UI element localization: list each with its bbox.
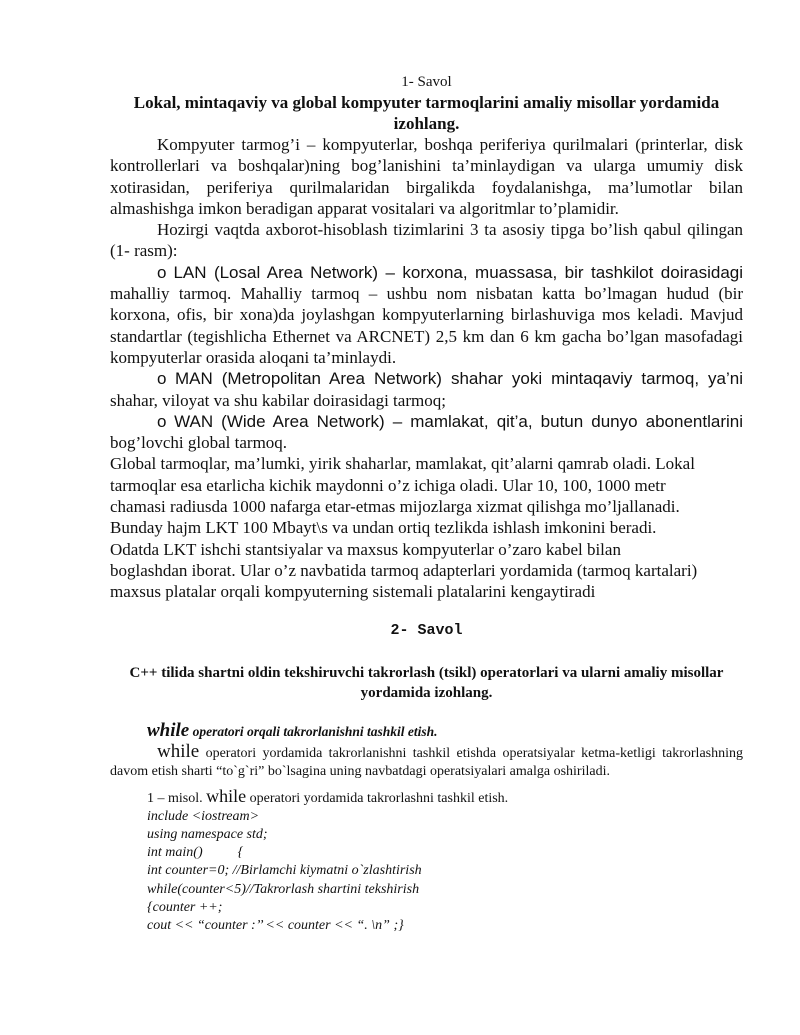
paragraph-global-local (110, 453, 743, 602)
code-line: include <iostream> (147, 808, 260, 824)
bullet-marker: o (157, 262, 167, 282)
text-line: Odatda LKT ishchi stantsiyalar va maxsus kompyuterlar o’zaro kabel bilan (110, 539, 621, 559)
text-line: maxsus platalar orqali kompyuterning sistemali platalarini kengaytiradi (110, 582, 596, 602)
bullet-marker: o (157, 369, 167, 389)
bullet-lan-lead: LAN (Losal Area Network) – korxona, muassasa, bir tashkilot doirasidagi (173, 262, 744, 282)
question-1-label: 1- Savol (401, 74, 452, 90)
code-listing (110, 808, 743, 936)
bullet-wan-text: bog’lovchi global tarmoq. (110, 433, 288, 453)
text-line: Global tarmoqlar, ma’lumki, yirik shaharlar, mamlakat, qit’alarni qamrab oladi. Lokal (110, 454, 695, 474)
bullet-marker: o (157, 411, 167, 431)
bullet-wan-lead: WAN (Wide Area Network) – mamlakat, qit’a, butun dunyo abonentlarini (174, 411, 743, 431)
bullet-man-lead: MAN (Metropolitan Area Network) shahar yoki mintaqaviy tarmoq, ya’ni (175, 369, 743, 389)
while-keyword: while (147, 719, 190, 741)
code-line: while(counter<5)//Takrorlash shartini tekshirish (147, 881, 420, 897)
question-2-label: 2- Savol (390, 621, 463, 639)
example-caption (110, 787, 743, 808)
code-line: cout << “counter :’’ << counter << “. \n” ;} (147, 918, 404, 934)
code-line: using namespace std; (147, 826, 268, 842)
document-content (110, 73, 743, 936)
paragraph-while-explanation (110, 740, 743, 781)
text-line: boglashdan iborat. Ular o’z navbatida tarmoq adapterlari yordamida (tarmoq kartalari) (110, 560, 698, 580)
text-line: chamasi radiusda 1000 nafarga etar-etmas mijozlarga xizmat qilishga mo’ljallanadi. (110, 497, 680, 517)
text-line: tarmoqlar esa etarlicha kichik maydonni o’z ichiga oladi. Ular 10, 100, 1000 metr (110, 475, 666, 495)
code-line: {counter ++; (147, 900, 223, 916)
code-line: int counter=0; //Birlamchi kiymatni o`zlashtirish (147, 863, 422, 879)
paragraph-network-definition: Kompyuter tarmog’i – kompyuterlar, boshqa periferiya qurilmalari (printerlar, disk kontrollerlari va boshqalar)ning bog’lanishini ta’minlaydigan va ularga umumiy disk xotirasidan, periferiya qurilmalaridan birgalikda foydalanishga, ma’lumotlar bilan almashishga imkon beradigan apparat vositalari va algoritmlar to’plamidir. (110, 135, 743, 218)
bullet-lan (110, 262, 743, 368)
paragraph-network-types: Hozirgi vaqtda axborot-hisoblash tizimlarini 3 ta asosiy tipga bo’lish qabul qilingan (1- rasm): (110, 220, 743, 261)
explanation-text: operatori yordamida takrorlanishni tashkil etishda operatsiyalar ketma-ketligi takrorlashning davom etish sharti “to`g`ri” bo`lsagina uning navbatdagi operatsiyalari amalga oshiriladi. (110, 745, 743, 779)
bullet-lan-text: mahalliy tarmoq. Mahalliy tarmoq – ushbu nom nisbatan katta bo’lmagan hudud (bir korxona, ofis, bir xona)da joylashgan kompyuterlarning birlashuviga mos keladi. Mavjud standartlar (tegishlicha Ethernet va ARCNET) 2,5 km dan 6 km gacha bo’lgan masofadagi kompyuterlar orasida aloqani ta’minlaydi. (110, 284, 743, 367)
bullet-man-text: shahar, viloyat va shu kabilar doirasidagi tarmoq; (110, 390, 446, 410)
code-line: int main() { (147, 845, 244, 861)
bullet-wan (110, 411, 743, 454)
while-subheading (110, 720, 743, 743)
example-prefix: 1 – misol. (147, 790, 207, 806)
example-text: operatori yordamida takrorlashni tashkil etish. (246, 790, 509, 806)
bullet-man (110, 368, 743, 411)
subheading-text: operatori orqali takrorlanishni tashkil etish. (189, 723, 438, 739)
while-keyword: while (157, 740, 200, 762)
question-1-title: Lokal, mintaqaviy va global kompyuter tarmoqlarini amaliy misollar yordamida izohlang. (133, 93, 720, 133)
while-keyword: while (206, 785, 247, 806)
text-line: Bunday hajm LKT 100 Mbayt\s va undan ortiq tezlikda ishlash imkonini beradi. (110, 518, 657, 538)
question-2-title: C++ tilida shartni oldin tekshiruvchi takrorlash (tsikl) operatorlari va ularni amaliy misollar yordamida izohlang. (129, 664, 724, 701)
